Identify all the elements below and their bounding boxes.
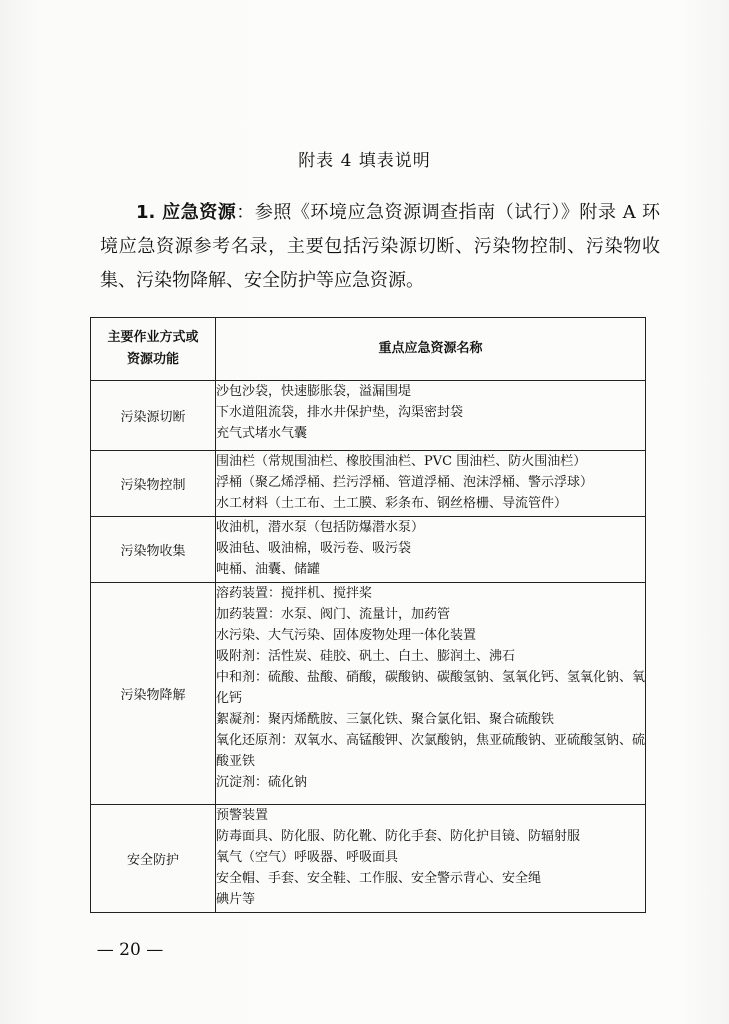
document-title: 附表 4 填表说明	[298, 151, 431, 171]
page-number: — 20 —	[96, 940, 164, 960]
resource-item: 水工材料（土工布、土工膜、彩条布、钢丝格栅、导流管件）	[216, 496, 568, 511]
intro-paragraph	[100, 196, 660, 298]
row-items	[216, 805, 646, 913]
resource-item: 沙包沙袋，快速膨胀袋，溢漏围堤	[216, 384, 412, 399]
resource-item: 絮凝剂：聚丙烯酰胺、三氯化铁、聚合氯化铝、聚合硫酸铁	[216, 712, 555, 727]
table-row	[91, 805, 646, 913]
resource-item: 围油栏（常规围油栏、橡胶围油栏、PVC 围油栏、防火围油栏）	[216, 454, 587, 469]
resource-item: 水污染、大气污染、固体废物处理一体化装置	[216, 628, 477, 643]
intro-lead: 1. 应急资源	[136, 202, 237, 223]
resource-item: 浮桶（聚乙烯浮桶、拦污浮桶、管道浮桶、泡沫浮桶、警示浮球）	[216, 475, 594, 490]
row-category: 污染物收集	[91, 517, 216, 583]
table-row	[91, 451, 646, 517]
row-items	[216, 381, 646, 451]
resource-item: 溶药装置：搅拌机、搅拌桨	[216, 586, 373, 601]
resource-item: 充气式堵水气囊	[216, 426, 308, 441]
table-row	[91, 381, 646, 451]
resource-item: 碘片等	[216, 892, 256, 907]
header-resource-names: 重点应急资源名称	[216, 318, 646, 381]
table-header-row	[91, 318, 646, 381]
resource-item: 吸附剂：活性炭、硅胶、矾土、白土、膨润土、沸石	[216, 649, 516, 664]
row-items	[216, 451, 646, 517]
row-items	[216, 517, 646, 583]
resource-item: 氧气（空气）呼吸器、呼吸面具	[216, 850, 399, 865]
intro-text: ：参照《环境应急资源调查指南（试行）》附录 A 环境应急资源参考名录，主要包括污染源切断、污染物控制、污染物收集、污染物降解、安全防护等应急资源。	[100, 202, 660, 291]
resource-item: 中和剂：硫酸、盐酸、硝酸，碳酸钠、碳酸氢钠、氢氧化钙、氢氧化钠、氧化钙	[216, 670, 646, 706]
table-body	[91, 381, 646, 913]
resource-item: 吸油毡、吸油棉，吸污卷、吸污袋	[216, 541, 412, 556]
resource-item: 预警装置	[216, 808, 269, 823]
resource-item: 防毒面具、防化服、防化靴、防化手套、防化护目镜、防辐射服	[216, 829, 581, 844]
row-category: 污染物控制	[91, 451, 216, 517]
resource-item: 吨桶、油囊、储罐	[216, 562, 321, 577]
table-row	[91, 583, 646, 805]
resource-item: 加药装置：水泵、阀门、流量计，加药管	[216, 607, 451, 622]
row-items	[216, 583, 646, 805]
resource-item: 安全帽、手套、安全鞋、工作服、安全警示背心、安全绳	[216, 871, 542, 886]
resource-table	[90, 317, 646, 913]
row-category: 污染物降解	[91, 583, 216, 805]
resource-item: 沉淀剂：硫化钠	[216, 775, 308, 790]
resource-item: 下水道阻流袋，排水井保护垫，沟渠密封袋	[216, 405, 464, 420]
row-category: 污染源切断	[91, 381, 216, 451]
row-category: 安全防护	[91, 805, 216, 913]
table-row	[91, 517, 646, 583]
header-function: 主要作业方式或 资源功能	[91, 318, 216, 381]
resource-item: 收油机，潜水泵（包括防爆潜水泵）	[216, 520, 425, 535]
resource-item: 氧化还原剂：双氧水、高锰酸钾、次氯酸钠，焦亚硫酸钠、亚硫酸氢钠、硫酸亚铁	[216, 733, 646, 769]
